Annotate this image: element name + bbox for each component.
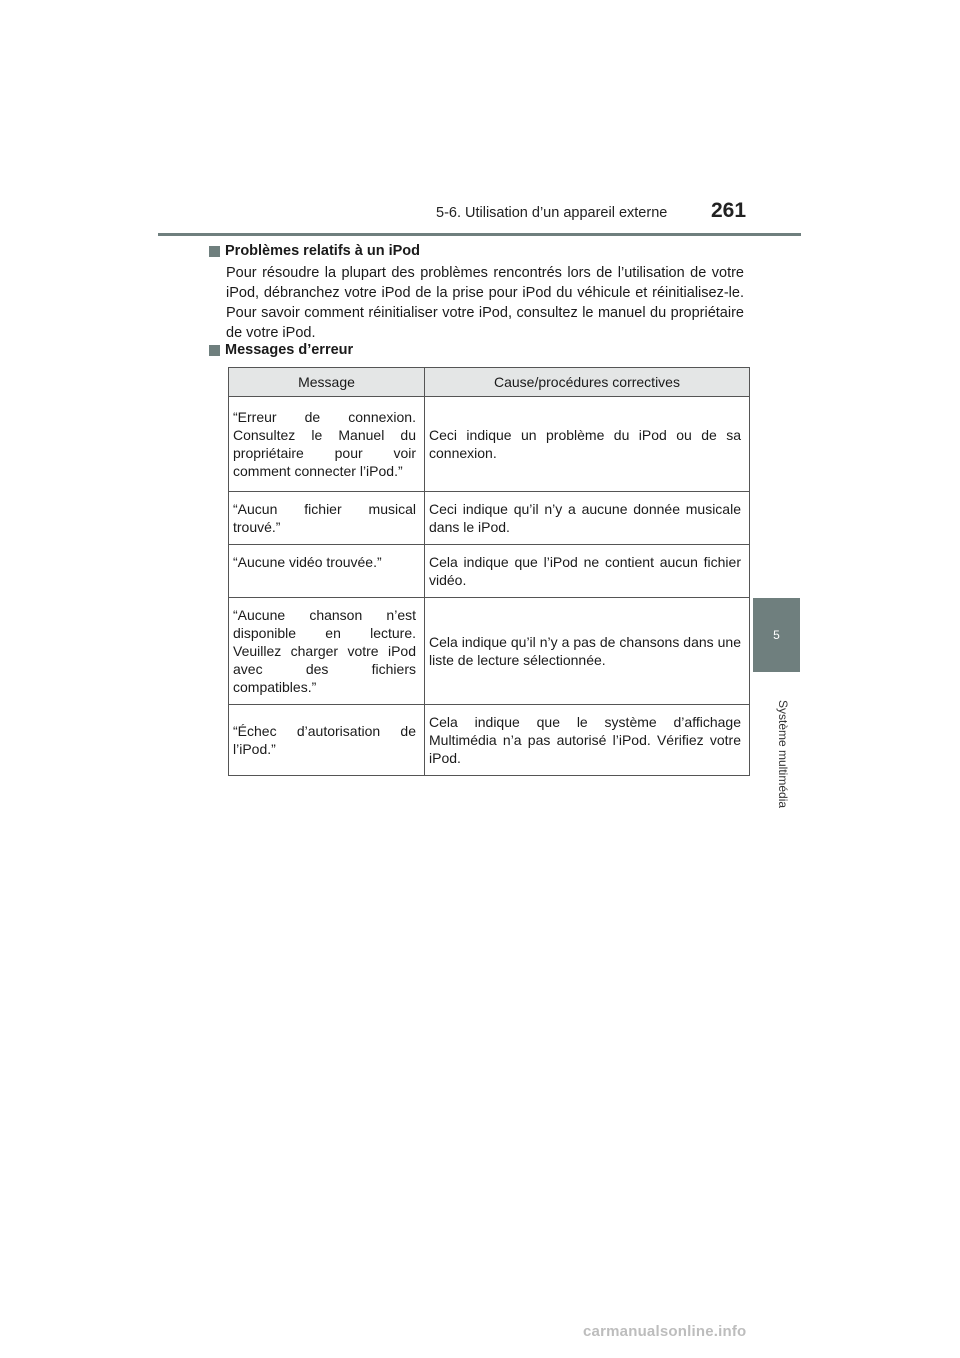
cause-cell: Ceci indique qu’il n’y a aucune donnée musicale dans le iPod. [425, 492, 750, 545]
page-number: 261 [711, 199, 747, 222]
error-messages-heading [209, 342, 353, 358]
error-messages-heading-text: Messages d’erreur [225, 342, 354, 358]
square-bullet-icon [209, 246, 220, 257]
ipod-problems-heading [209, 243, 420, 259]
chapter-label: Système multimédia [776, 700, 790, 809]
table-header-row [229, 368, 750, 397]
message-cell: “Échec d’autorisation de l’iPod.” [229, 705, 425, 776]
cause-cell: Cela indique que l’iPod ne contient aucun fichier vidéo. [425, 545, 750, 598]
cause-cell: Cela indique qu’il n’y a pas de chansons dans une liste de lecture sélectionnée. [425, 598, 750, 705]
chapter-tab [753, 598, 800, 672]
header-divider [158, 233, 801, 236]
table-row [229, 598, 750, 705]
message-cell: “Aucune chanson n’est disponible en lecture. Veuillez charger votre iPod avec des fichiers compatibles.” [229, 598, 425, 705]
cause-cell: Cela indique que le système d’affichage Multimédia n’a pas autorisé l’iPod. Vérifiez votre iPod. [425, 705, 750, 776]
message-cell: “Aucun fichier musical trouvé.” [229, 492, 425, 545]
ipod-problems-heading-text: Problèmes relatifs à un iPod [225, 243, 420, 259]
message-cell: “Erreur de connexion. Consultez le Manuel du propriétaire pour voir comment connecter l’iPod.” [229, 397, 425, 492]
watermark: carmanualsonline.info [583, 1323, 747, 1340]
table-row [229, 545, 750, 598]
chapter-number: 5 [773, 628, 780, 642]
column-header-message: Message [229, 368, 425, 397]
table-row [229, 397, 750, 492]
cause-cell: Ceci indique un problème du iPod ou de sa connexion. [425, 397, 750, 492]
ipod-problems-paragraph: Pour résoudre la plupart des problèmes rencontrés lors de l’utilisation de votre iPod, débranchez votre iPod de la prise pour iPod du véhicule et réinitialisez-le. Pour savoir comment réinitialiser votre iPod, consultez le manuel du propriétaire de votre iPod. [226, 265, 744, 341]
column-header-cause: Cause/procédures correctives [425, 368, 750, 397]
table-row [229, 705, 750, 776]
message-cell: “Aucune vidéo trouvée.” [229, 545, 425, 598]
square-bullet-icon [209, 345, 220, 356]
table-row [229, 492, 750, 545]
error-messages-table [228, 367, 750, 776]
section-title: 5-6. Utilisation d’un appareil externe [436, 205, 668, 221]
